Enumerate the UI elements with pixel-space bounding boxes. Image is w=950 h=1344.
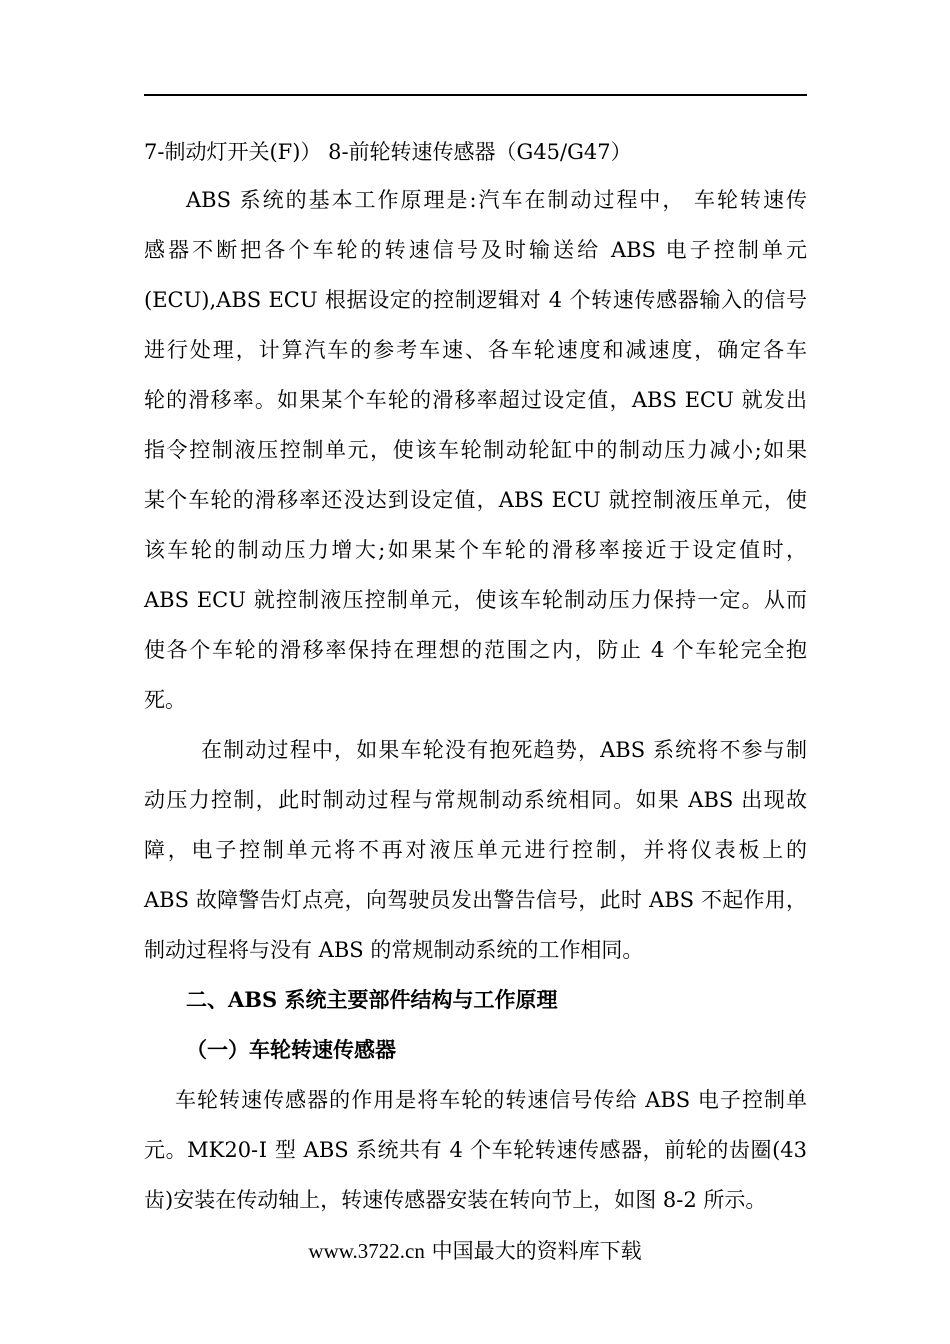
paragraph-1-line: (ECU),ABS ECU 根据设定的控制逻辑对 4 个转速传感器输入的信号 [144,288,807,312]
paragraph-1-line: 某个车轮的滑移率还没达到设定值，ABS ECU 就控制液压单元，使 [144,488,807,512]
paragraph-1-line: ABS ECU 就控制液压控制单元，使该车轮制动压力保持一定。从而 [144,588,807,612]
paragraph-3-line: 车轮转速传感器的作用是将车轮的转速信号传给 ABS 电子控制单 [175,1088,807,1112]
paragraph-2-line: 在制动过程中，如果车轮没有抱死趋势，ABS 系统将不参与制 [201,738,807,762]
paragraph-2-line: ABS 故障警告灯点亮，向驾驶员发出警告信号，此时 ABS 不起作用， [144,888,807,912]
subsection-heading: （一）车轮转速传感器 [186,1037,396,1062]
paragraph-1-line: 该车轮的制动压力增大;如果某个车轮的滑移率接近于设定值时， [144,538,807,562]
paragraph-2-line: 障，电子控制单元将不再对液压单元进行控制，并将仪表板上的 [144,838,807,862]
section-heading: 二、ABS 系统主要部件结构与工作原理 [186,987,558,1012]
paragraph-1-line: 指令控制液压控制单元，使该车轮制动轮缸中的制动压力减小;如果 [144,438,807,462]
footer-url: www.3722.cn [308,1239,425,1263]
caption-line: 7-制动灯开关(F)） 8-前轮转速传感器（G45/G47） [144,140,632,164]
paragraph-2-line: 制动过程将与没有 ABS 的常规制动系统的工作相同。 [144,938,644,962]
paragraph-2-line: 动压力控制，此时制动过程与常规制动系统相同。如果 ABS 出现故 [144,788,807,812]
header-rule [144,94,807,96]
paragraph-1-line: 死。 [144,688,186,712]
footer-text: 中国最大的资料库下载 [424,1239,642,1263]
paragraph-1-line: 轮的滑移率。如果某个车轮的滑移率超过设定值，ABS ECU 就发出 [144,388,807,412]
paragraph-1-line: 进行处理，计算汽车的参考车速、各车轮速度和减速度，确定各车 [144,338,807,362]
paragraph-3-line: 元。MK20-Ⅰ 型 ABS 系统共有 4 个车轮转速传感器，前轮的齿圈(43 [144,1138,807,1162]
paragraph-1-line: ABS 系统的基本工作原理是:汽车在制动过程中， 车轮转速传 [186,188,807,212]
paragraph-1-line: 使各个车轮的滑移率保持在理想的范围之内，防止 4 个车轮完全抱 [144,638,807,662]
page-footer [0,1236,950,1266]
paragraph-3-line: 齿)安装在传动轴上，转速传感器安装在转向节上，如图 8-2 所示。 [144,1188,767,1212]
paragraph-1-line: 感器不断把各个车轮的转速信号及时输送给 ABS 电子控制单元 [144,238,807,262]
